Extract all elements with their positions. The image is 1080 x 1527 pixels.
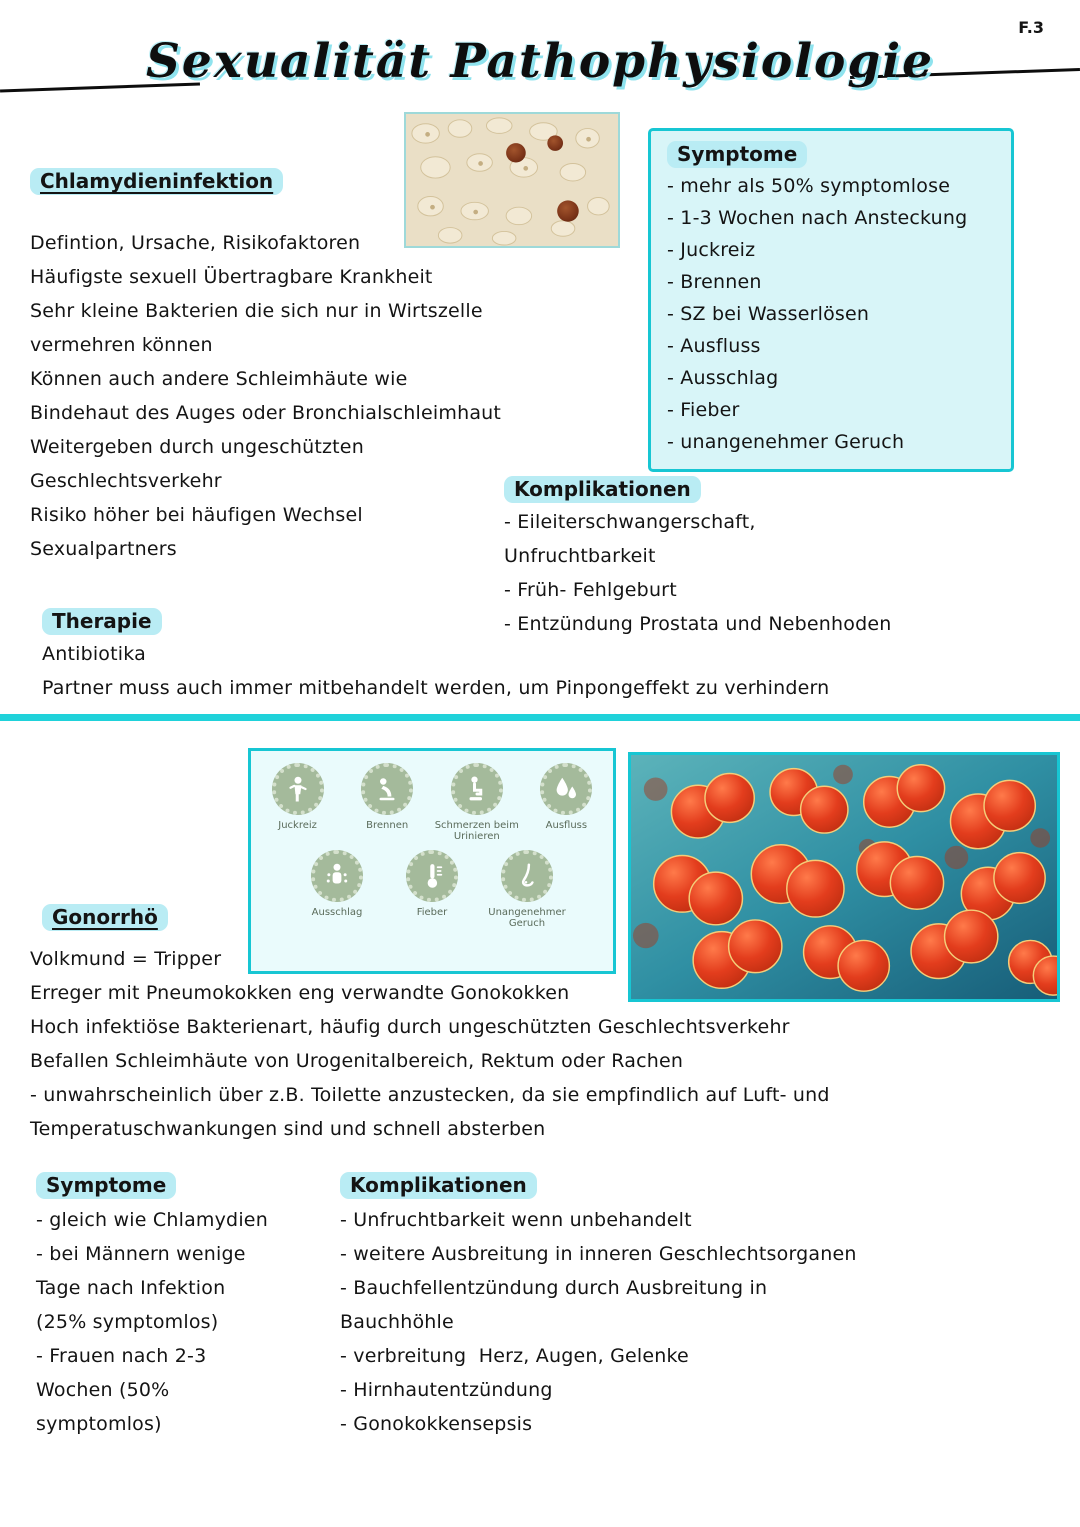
text-line: Risiko höher bei häufigen Wechsel	[30, 504, 363, 526]
symptom-line: symptomlos)	[36, 1413, 162, 1435]
complication-line: - Unfruchtbarkeit wenn unbehandelt	[340, 1209, 692, 1231]
icon-row-top	[251, 763, 613, 842]
therapy-list	[42, 637, 829, 705]
symptom-line: (25% symptomlos)	[36, 1311, 219, 1333]
symptom-line: - Frauen nach 2-3	[36, 1345, 207, 1367]
complication-line: - Hirnhautentzündung	[340, 1379, 553, 1401]
text-line: - unwahrscheinlich über z.B. Toilette anzustecken, da sie empfindlich auf Luft- und	[30, 1084, 830, 1106]
gonorrhea-complications-heading: Komplikationen	[340, 1172, 537, 1199]
symptoms-box-heading-row	[667, 141, 995, 168]
icon-cell	[523, 763, 609, 842]
symptom-item: - Fieber	[667, 399, 740, 421]
complication-line: Bauchhöhle	[340, 1311, 454, 1333]
symptom-item: - SZ bei Wasserlösen	[667, 303, 870, 325]
symptom-line: - bei Männern wenige	[36, 1243, 246, 1265]
icon-cell	[484, 850, 570, 929]
complication-line: - Bauchfellentzündung durch Ausbreitung in	[340, 1277, 768, 1299]
icon-label: Ausfluss	[545, 820, 588, 831]
text-line: Erreger mit Pneumokokken eng verwandte Gonokokken	[30, 982, 570, 1004]
icon-row-bottom	[251, 850, 613, 929]
icon-label: Brennen	[366, 820, 409, 831]
therapy-line: Antibiotika	[42, 643, 146, 665]
gonorrhea-symptoms-list	[36, 1203, 268, 1441]
fever-icon	[406, 850, 458, 902]
section-divider	[0, 714, 1080, 721]
complication-line: - weitere Ausbreitung in inneren Geschlechtsorganen	[340, 1243, 857, 1265]
therapy-heading: Therapie	[42, 608, 162, 635]
complication-item: - Früh- Fehlgeburt	[504, 579, 677, 601]
symptom-line: Wochen (50%	[36, 1379, 170, 1401]
page-title: Sexualität Pathophysiologie	[145, 34, 935, 89]
symptom-item: - Ausschlag	[667, 367, 779, 389]
symptoms-box-heading: Symptome	[667, 141, 807, 168]
symptom-item: - Brennen	[667, 271, 762, 293]
text-line: Sexualpartners	[30, 538, 177, 560]
icon-cell	[344, 763, 430, 842]
symptom-item: - Juckreiz	[667, 239, 756, 261]
therapy-line: Partner muss auch immer mitbehandelt werden, um Pinpongeffekt zu verhindern	[42, 677, 830, 699]
icon-cell	[389, 850, 475, 929]
icon-cell	[255, 763, 341, 842]
icon-cell	[294, 850, 380, 929]
icon-label: Fieber	[416, 907, 448, 918]
section-heading-chlamydia	[30, 168, 283, 195]
odor-icon	[501, 850, 553, 902]
section-heading-gonorrhea	[42, 904, 168, 931]
complication-line: - Gonokokkensepsis	[340, 1413, 533, 1435]
symptom-line: Tage nach Infektion	[36, 1277, 226, 1299]
symptom-line: - gleich wie Chlamydien	[36, 1209, 268, 1231]
symptoms-box-list	[667, 170, 995, 458]
text-line: Bindehaut des Auges oder Bronchialschleimhaut	[30, 402, 502, 424]
gonorrhea-symptom-icons-image	[248, 748, 616, 974]
symptom-item: - Ausfluss	[667, 335, 761, 357]
icon-label: Juckreiz	[278, 820, 317, 831]
text-line: Geschlechtsverkehr	[30, 470, 222, 492]
complication-line: - verbreitung Herz, Augen, Gelenke	[340, 1345, 689, 1367]
gonorrhea-symptoms-heading: Symptome	[36, 1172, 176, 1199]
text-line: Temperatuschwankungen sind und schnell absterben	[30, 1118, 546, 1140]
chlamydia-symptoms-box	[648, 128, 1014, 472]
text-line: Hoch infektiöse Bakterienart, häufig durch ungeschützten Geschlechtsverkehr	[30, 1016, 790, 1038]
text-line: Defintion, Ursache, Risikofaktoren	[30, 232, 361, 254]
complication-item: Unfruchtbarkeit	[504, 545, 656, 567]
complications-heading-row	[504, 476, 892, 503]
complications-heading: Komplikationen	[504, 476, 701, 503]
complication-item: - Eileiterschwangerschaft,	[504, 511, 756, 533]
burning-icon	[361, 763, 413, 815]
text-line: vermehren können	[30, 334, 213, 356]
rash-icon	[311, 850, 363, 902]
icon-label: Unangenehmer Geruch	[488, 907, 566, 929]
chlamydia-heading-label: Chlamydieninfektion	[30, 168, 283, 195]
icon-cell	[434, 763, 520, 842]
text-line: Weitergeben durch ungeschützten	[30, 436, 364, 458]
page-number: F.3	[1018, 18, 1044, 37]
gonorrhea-body-text	[30, 942, 830, 1146]
gonorrhea-complications	[340, 1172, 857, 1441]
text-line: Können auch andere Schleimhäute wie	[30, 368, 408, 390]
text-line: Sehr kleine Bakterien die sich nur in Wirtszelle	[30, 300, 483, 322]
gonorrhea-complications-list	[340, 1203, 857, 1441]
gonorrhea-symptoms	[36, 1172, 268, 1441]
gonorrhea-symptoms-heading-row	[36, 1172, 268, 1199]
text-line: Befallen Schleimhäute von Urogenitalbereich, Rektum oder Rachen	[30, 1050, 684, 1072]
icon-label: Schmerzen beim Urinieren	[434, 820, 519, 842]
icon-label: Ausschlag	[311, 907, 363, 918]
painful-urination-icon	[451, 763, 503, 815]
itch-icon	[272, 763, 324, 815]
text-line: Häufigste sexuell Übertragbare Krankheit	[30, 266, 433, 288]
chlamydia-therapy	[42, 608, 829, 705]
therapy-heading-row	[42, 608, 829, 635]
symptom-item: - 1-3 Wochen nach Ansteckung	[667, 207, 968, 229]
symptom-item: - unangenehmer Geruch	[667, 431, 905, 453]
symptom-item: - mehr als 50% symptomlose	[667, 175, 951, 197]
complication-item: - Entzündung Prostata und Nebenhoden	[504, 613, 892, 635]
chlamydia-body-text	[30, 226, 501, 566]
discharge-icon	[540, 763, 592, 815]
gonorrhea-complications-heading-row	[340, 1172, 857, 1199]
gonorrhea-heading-label: Gonorrhö	[42, 904, 168, 931]
text-line: Volkmund = Tripper	[30, 948, 222, 970]
